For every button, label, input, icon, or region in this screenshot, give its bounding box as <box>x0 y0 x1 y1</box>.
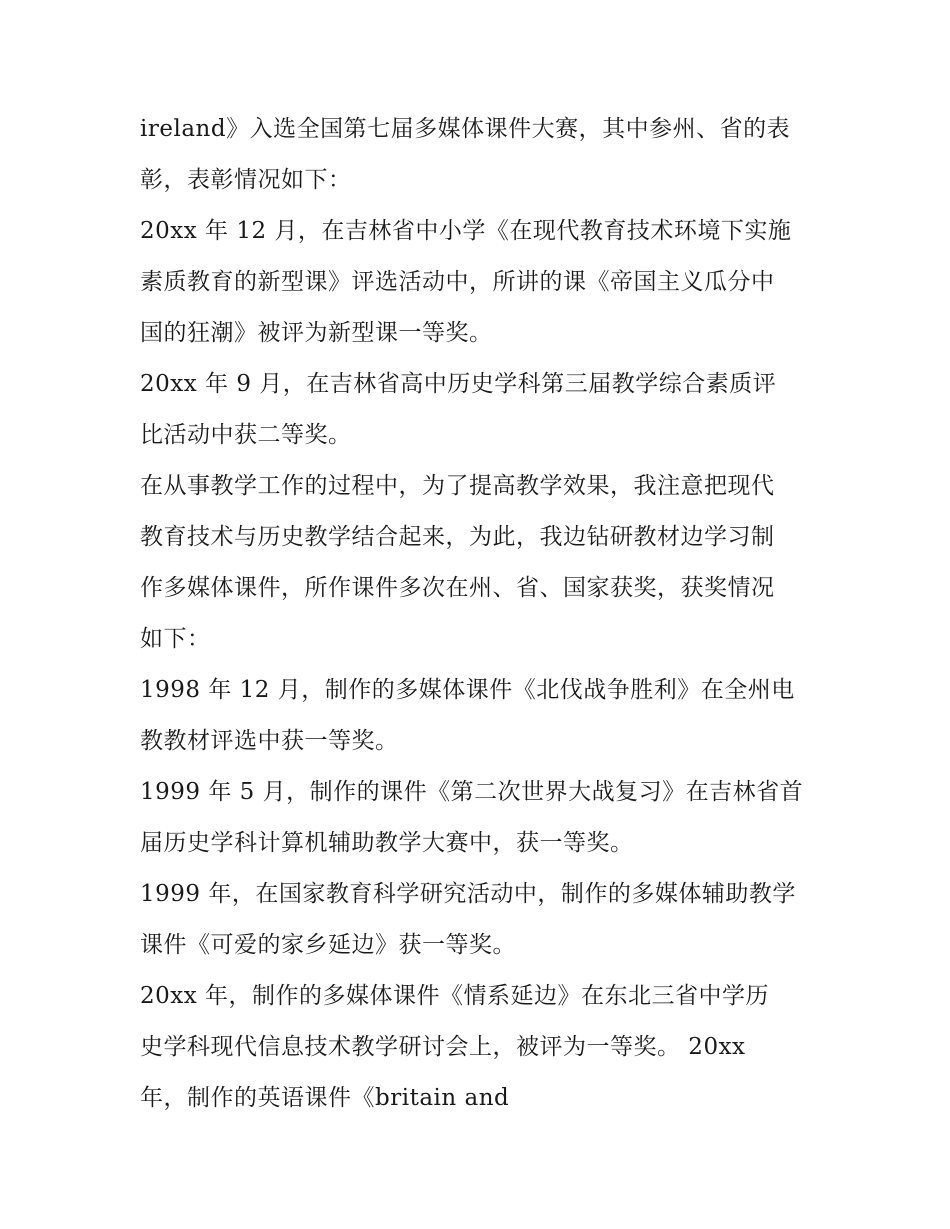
text-line: 史学科现代信息技术教学研讨会上，被评为一等奖。 20xx <box>140 1034 746 1060</box>
text-line: 教教材评选中获一等奖。 <box>140 728 399 754</box>
text-line: 教育技术与历史教学结合起来，为此，我边钻研教材边学习制 <box>140 524 775 550</box>
text-line: 彰，表彰情况如下： <box>140 167 352 193</box>
text-line: 20xx 年，制作的多媒体课件《情系延边》在东北三省中学历 <box>140 983 770 1009</box>
text-line: 20xx 年 9 月，在吉林省高中历史学科第三届教学综合素质评 <box>140 371 777 397</box>
text-line: 年，制作的英语课件《britain and <box>140 1085 510 1111</box>
text-line: 如下： <box>140 626 211 652</box>
text-line: 1998 年 12 月，制作的多媒体课件《北伐战争胜利》在全州电 <box>140 677 795 703</box>
text-line: 1999 年，在国家教育科学研究活动中，制作的多媒体辅助教学 <box>140 881 796 907</box>
text-line: 1999 年 5 月，制作的课件《第二次世界大战复习》在吉林省首 <box>140 779 804 805</box>
text-line: 素质教育的新型课》评选活动中，所讲的课《帝国主义瓜分中 <box>140 269 775 295</box>
text-line: 课件《可爱的家乡延边》获一等奖。 <box>140 932 516 958</box>
text-line: 在从事教学工作的过程中，为了提高教学效果，我注意把现代 <box>140 473 775 499</box>
text-line: 20xx 年 12 月，在吉林省中小学《在现代教育技术环境下实施 <box>140 218 792 244</box>
text-line: 届历史学科计算机辅助教学大赛中，获一等奖。 <box>140 830 634 856</box>
text-line: ireland》入选全国第七届多媒体课件大赛，其中参州、省的表 <box>140 116 791 142</box>
document-body <box>140 104 820 1124</box>
text-line: 作多媒体课件，所作课件多次在州、省、国家获奖，获奖情况 <box>140 575 775 601</box>
text-line: 比活动中获二等奖。 <box>140 422 352 448</box>
text-line: 国的狂潮》被评为新型课一等奖。 <box>140 320 493 346</box>
